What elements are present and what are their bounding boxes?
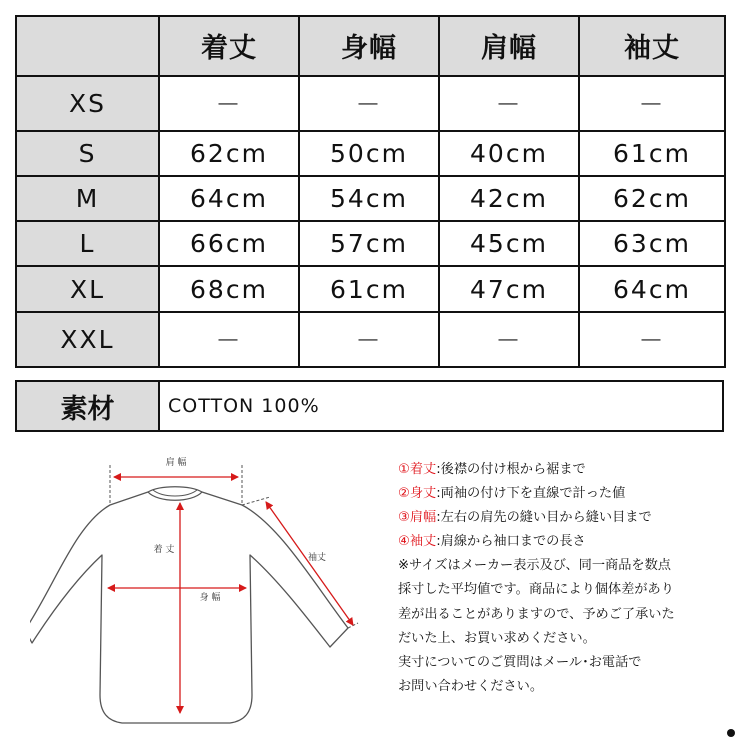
disclaimer-line: だいた上、お買い求めください。 — [398, 630, 596, 646]
sleeve-guide-bottom — [348, 623, 358, 628]
material-row — [16, 381, 723, 431]
table-cell: 45cm — [439, 221, 579, 266]
definition-term: ④袖丈 — [398, 534, 437, 550]
table-cell: 62cm — [159, 131, 299, 176]
table-cell: － — [579, 312, 725, 367]
table-cell: － — [579, 76, 725, 131]
size-label: S — [16, 131, 159, 176]
table-cell: 64cm — [579, 266, 725, 311]
table-cell: 61cm — [579, 131, 725, 176]
material-value: COTTON 100% — [159, 381, 723, 431]
table-cell: 62cm — [579, 176, 725, 221]
definition-shoulder-width — [398, 506, 733, 530]
table-cell: 68cm — [159, 266, 299, 311]
table-cell: － — [439, 312, 579, 367]
table-row — [16, 76, 725, 131]
body-width-label: 身 幅 — [199, 593, 221, 603]
header-blank — [16, 16, 159, 76]
size-label: L — [16, 221, 159, 266]
table-cell: － — [159, 312, 299, 367]
shirt-outline — [30, 487, 348, 723]
definition-text: :肩線から袖口までの長さ — [436, 534, 586, 550]
size-table-header — [16, 16, 725, 76]
corner-dot — [727, 729, 735, 737]
sleeve-guide-top — [242, 497, 270, 505]
header-length: 着丈 — [159, 16, 299, 76]
definition-body-width — [398, 482, 733, 506]
definition-term: ②身丈 — [398, 486, 437, 502]
definition-text: :左右の肩先の縫い目から縫い目まで — [436, 510, 652, 526]
definition-text: :後襟の付け根から裾まで — [436, 462, 586, 477]
collar-inner-outline — [153, 490, 197, 496]
table-cell: 47cm — [439, 266, 579, 311]
size-label: XXL — [16, 312, 159, 367]
table-cell: － — [299, 76, 439, 131]
garment-diagram — [30, 445, 380, 735]
disclaimer-line: ※サイズはメーカー表示及び、同一商品を数点 — [398, 558, 671, 574]
table-cell: － — [299, 312, 439, 367]
definition-sleeve-length — [398, 530, 733, 554]
definition-length — [398, 458, 733, 482]
definition-text: :両袖の付け下を直線で計った値 — [436, 486, 626, 502]
table-cell: － — [439, 76, 579, 131]
table-row — [16, 312, 725, 367]
definition-term: ①着丈 — [398, 462, 437, 477]
table-cell: － — [159, 76, 299, 131]
disclaimer-line: お問い合わせください。 — [398, 678, 544, 694]
size-label: XS — [16, 76, 159, 131]
length-label: 着 丈 — [153, 545, 175, 555]
table-cell: 61cm — [299, 266, 439, 311]
size-label: XL — [16, 266, 159, 311]
table-cell: 54cm — [299, 176, 439, 221]
shoulder-width-label: 肩 幅 — [165, 458, 187, 468]
disclaimer-line: 実寸についてのご質問はメール･お電話で — [398, 654, 642, 670]
header-sleeve-length: 袖丈 — [579, 16, 725, 76]
table-row — [16, 131, 725, 176]
size-notes — [398, 458, 733, 699]
material-label: 素材 — [16, 381, 159, 431]
table-row — [16, 176, 725, 221]
table-cell: 64cm — [159, 176, 299, 221]
header-body-width: 身幅 — [299, 16, 439, 76]
header-shoulder-width: 肩幅 — [439, 16, 579, 76]
table-cell: 50cm — [299, 131, 439, 176]
definition-term: ③肩幅 — [398, 510, 437, 526]
table-cell: 57cm — [299, 221, 439, 266]
table-row — [16, 266, 725, 311]
sleeve-length-label: 袖丈 — [307, 553, 327, 563]
disclaimer-line: 採寸した平均値です。商品により個体差があり — [398, 582, 674, 598]
disclaimer-line: 差が出ることがありますので、予めご了承いた — [398, 606, 675, 622]
table-cell: 40cm — [439, 131, 579, 176]
size-table — [15, 15, 726, 368]
material-table — [15, 380, 724, 432]
table-row — [16, 221, 725, 266]
table-cell: 66cm — [159, 221, 299, 266]
table-cell: 42cm — [439, 176, 579, 221]
size-label: M — [16, 176, 159, 221]
sleeve-length-arrow — [266, 502, 353, 625]
table-cell: 63cm — [579, 221, 725, 266]
